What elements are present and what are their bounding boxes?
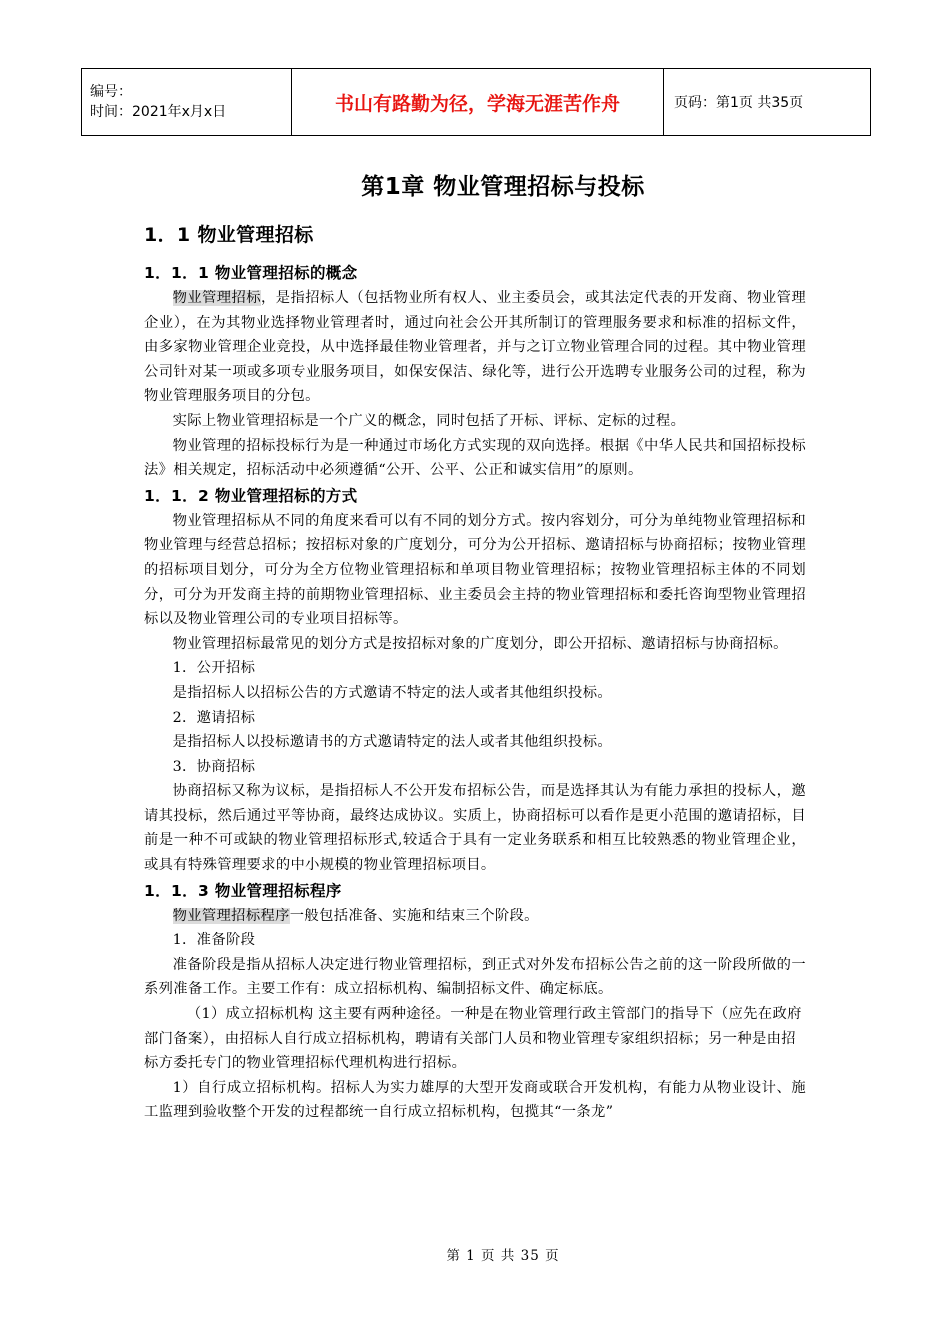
list-item-title: 1．准备阶段 (172, 932, 256, 949)
paragraph (144, 904, 806, 929)
paragraph: （1）成立招标机构 这主要有两种途径。一种是在物业管理行政主管部门的指导下（应先在政府部门备案），由招标人自行成立招标机构，聘请有关部门人员和物业管理专家组织招标；另一种是由招标方委托专门的物业管理招标代理机构进行招标。 (144, 1006, 802, 1072)
document-header (81, 68, 871, 136)
paragraph-text: 一般包括准备、实施和结束三个阶段。 (289, 907, 539, 924)
paragraph: 物业管理招标从不同的角度来看可以有不同的划分方式。按内容划分，可分为单纯物业管理招标和物业管理与经营总招标；按招标对象的广度划分，可分为公开招标、邀请招标与协商招标；按物业管理的招标项目划分，可分为全方位物业管理招标和单项目物业管理招标；按物业管理招标主体的不同划分，可分为开发商主持的前期物业管理招标、业主委员会主持的物业管理招标和委托咨询型物业管理招标以及物业管理公司的专业项目招标等。 (144, 512, 806, 628)
paragraph: 实际上物业管理招标是一个广义的概念，同时包括了开标、评标、定标的过程。 (172, 412, 686, 429)
paragraph: 协商招标又称为议标，是指招标人不公开发布招标公告，而是选择其认为有能力承担的投标人，邀请其投标，然后通过平等协商，最终达成协议。实质上，协商招标可以看作是更小范围的邀请招标，目前是一种不可或缺的物业管理招标形式,较适合于具有一定业务联系和相互比较熟悉的物业管理企业，或具有特殊管理要求的中小规模的物业管理招标项目。 (144, 783, 806, 874)
list-item-title: 3．协商招标 (172, 758, 256, 775)
paragraph: 物业管理招标最常见的划分方式是按招标对象的广度划分，即公开招标、邀请招标与协商招标。 (172, 635, 788, 652)
subsection-heading-1-1-2: 1．1．2 物业管理招标的方式 (144, 486, 358, 505)
document-number-label: 编号： (90, 84, 132, 100)
subsection-heading-1-1-3: 1．1．3 物业管理招标程序 (144, 881, 342, 900)
paragraph: 准备阶段是指从招标人决定进行物业管理招标，到正式对外发布招标公告之前的这一阶段所做的一系列准备工作。主要工作有：成立招标机构、编制招标文件、确定标底。 (144, 956, 806, 998)
document-body (144, 220, 806, 1125)
paragraph (144, 286, 806, 409)
document-date-label: 时间：2021年x月x日 (90, 104, 227, 120)
paragraph: 是指招标人以投标邀请书的方式邀请特定的法人或者其他组织投标。 (172, 734, 612, 751)
list-item-title: 2．邀请招标 (172, 709, 256, 726)
highlighted-term: 物业管理招标程序 (172, 907, 290, 924)
list-item-title: 1．公开招标 (172, 660, 256, 677)
paragraph: 是指招标人以招标公告的方式邀请不特定的法人或者其他组织投标。 (172, 684, 612, 701)
header-page-label: 页码：第1页 共35页 (664, 69, 871, 136)
header-motto: 书山有路勤为径，学海无涯苦作舟 (292, 69, 664, 136)
highlighted-term: 物业管理招标 (172, 290, 261, 306)
header-meta-cell (82, 69, 292, 136)
chapter-title: 第1章 物业管理招标与投标 (361, 174, 645, 200)
page-footer: 第 1 页 共 35 页 (446, 1248, 560, 1264)
paragraph: 物业管理的招标投标行为是一种通过市场化方式实现的双向选择。根据《中华人民共和国招标投标法》相关规定，招标活动中必须遵循“公开、公平、公正和诚实信用”的原则。 (144, 437, 806, 479)
paragraph: 1）自行成立招标机构。招标人为实力雄厚的大型开发商或联合开发机构，有能力从物业设计、施工监理到验收整个开发的过程都统一自行成立招标机构，包揽其“一条龙” (144, 1079, 806, 1121)
section-heading-1-1: 1．1 物业管理招标 (144, 224, 314, 246)
paragraph-text: ，是指招标人（包括物业所有权人、业主委员会，或其法定代表的开发商、物业管理企业），在为其物业选择物业管理者时，通过向社会公开其所制订的管理服务要求和标准的招标文件，由多家物业管理企业竞投，从中选择最佳物业管理者，并与之订立物业管理合同的过程。其中物业管理公司针对某一项或多项专业服务项目，如保安保洁、绿化等，进行公开选聘专业服务公司的过程，称为物业管理服务项目的分包。 (144, 290, 806, 405)
subsection-heading-1-1-1: 1．1．1 物业管理招标的概念 (144, 264, 358, 282)
